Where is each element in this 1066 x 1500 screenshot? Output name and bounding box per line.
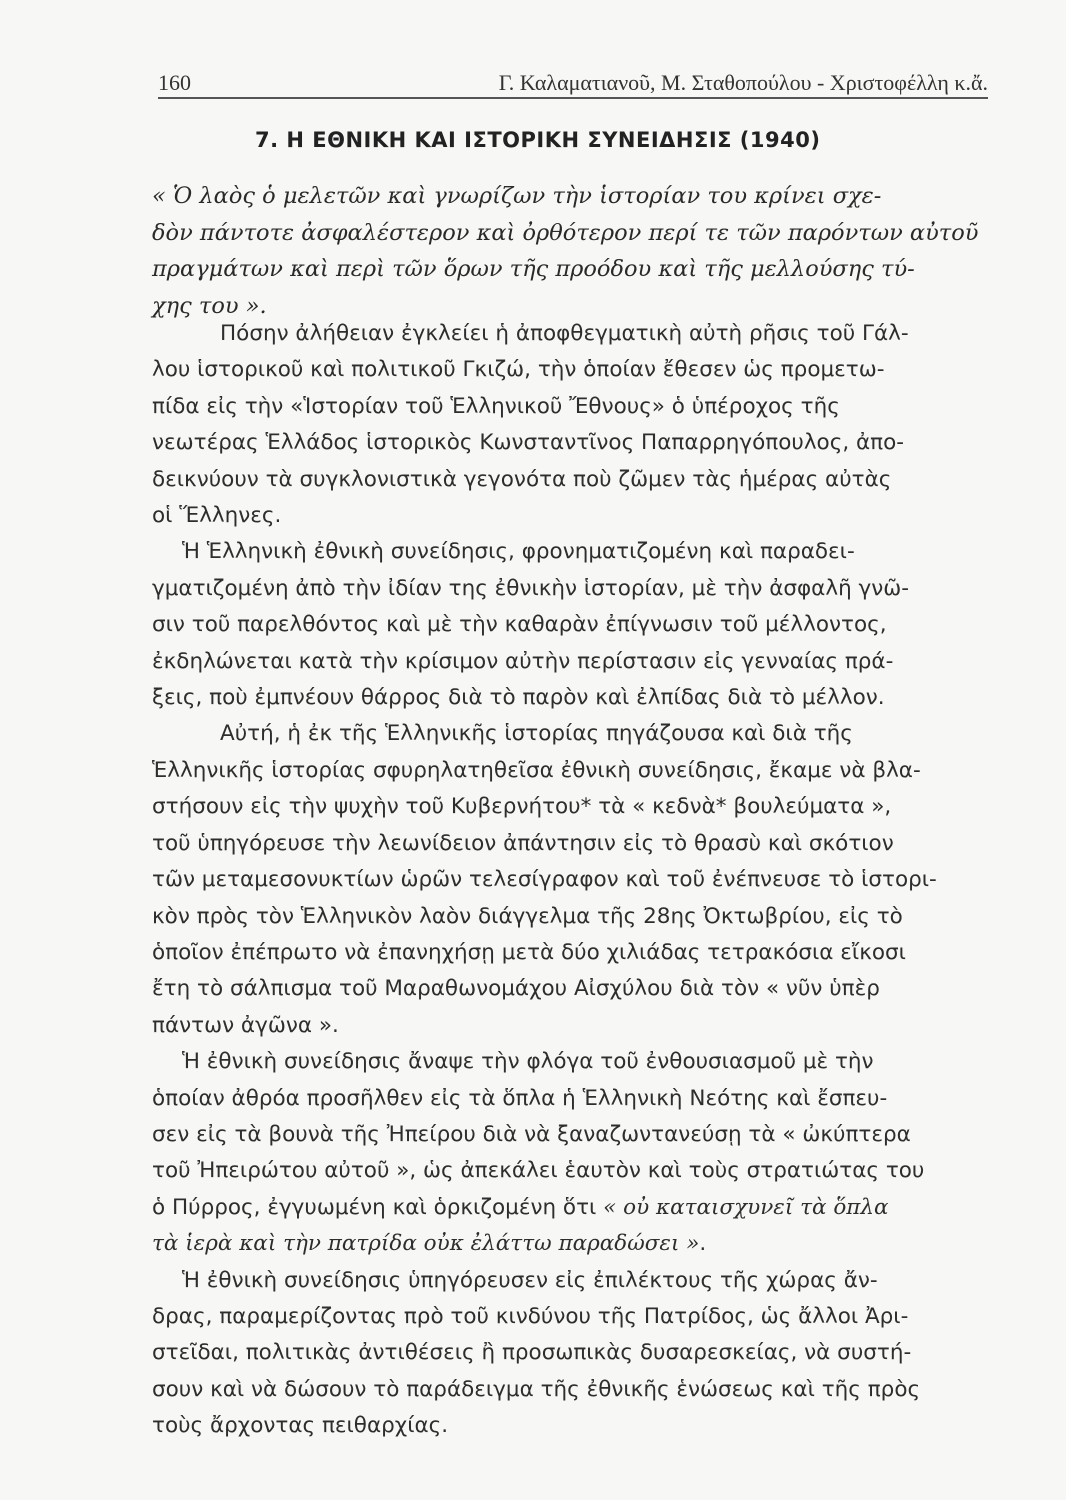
body-text [152, 316, 997, 1445]
paragraph-1: Πόσην ἀλήθειαν ἐγκλείει ἡ ἀποφθεγματικὴ αὐτὴ ρῆσις τοῦ Γάλ- λου ἱστορικοῦ καὶ πολιτικοῦ Γκιζώ, τὴν ὁποίαν ἔθεσεν ὡς προμετω- πίδα εἰς τὴν «Ἱστορίαν τοῦ Ἑλληνικοῦ Ἔθνους» ὁ ὑπέροχος τῆς νεωτέρας Ἑλλάδος ἱστορικὸς Κωνσταντῖνος Παπαρρηγόπουλος, ἀπο- δεικνύουν τὰ συγκλονιστικὰ γεγονότα ποὺ ζῶμεν τὰς ἡμέρας αὐτὰς οἱ Ἕλληνες. [152, 321, 909, 529]
page-number: 160 [158, 70, 191, 95]
paragraph-4-end: . [699, 1231, 707, 1257]
running-title: Γ. Καλαματιανοῦ, Μ. Σταθοπούλου - Χριστοφέλλη κ.ἄ. [498, 70, 988, 95]
epigraph-quote: « Ὁ λαὸς ὁ μελετῶν καὶ γνωρίζων τὴν ἱστορίαν του κρίνει σχε- δὸν πάντοτε ἀσφαλέστερον καὶ ὀρθότερον περί τε τῶν παρόντων αὐτοῦ πραγμάτων καὶ περὶ τῶν ὅρων τῆς προόδου καὶ τῆς μελλούσης τύ- χης του ». [152, 183, 979, 319]
paragraph-2: Ἡ Ἑλληνικὴ ἐθνικὴ συνείδησις, φρονηματιζομένη καὶ παραδει- γματιζομένη ἀπὸ τὴν ἰδίαν της ἐθνικὴν ἱστορίαν, μὲ τὴν ἀσφαλῆ γνῶ- σιν τοῦ παρελθόντος καὶ μὲ τὴν καθαρὰν ἐπίγνωσιν τοῦ μέλλοντος, ἐκδηλώνεται κατὰ τὴν κρίσιμον αὐτὴν περίστασιν εἰς γενναίας πρά- ξεις, ποὺ ἐμπνέουν θάρρος διὰ τὸ παρὸν καὶ ἐλπίδας διὰ τὸ μέλλον. [152, 539, 910, 711]
paragraph-4-oath-quote: « οὐ καταισχυνεῖ τὰ ὅπλα τὰ ἱερὰ καὶ τὴν πατρίδα οὐκ ἐλάττω παραδώσει » [152, 1194, 889, 1257]
paragraph-5: Ἡ ἐθνικὴ συνείδησις ὑπηγόρευσεν εἰς ἐπιλέκτους τῆς χώρας ἄν- δρας, παραμερίζοντας πρὸ τοῦ κινδύνου τῆς Πατρίδος, ὡς ἄλλοι Ἀρι- στεῖδαι, πολιτικὰς ἀντιθέσεις ἢ προσωπικὰς δυσαρεσκείας, νὰ συστή- σουν καὶ νὰ δώσουν τὸ παράδειγμα τῆς ἐθνικῆς ἑνώσεως καὶ τῆς πρὸς τοὺς ἄρχοντας πειθαρχίας. [152, 1267, 921, 1439]
running-header [158, 64, 988, 98]
section-title: 7. Η ΕΘΝΙΚΗ ΚΑΙ ΙΣΤΟΡΙΚΗ ΣΥΝΕΙΔΗΣΙΣ (1940) [255, 128, 821, 152]
paragraph-3: Αὐτή, ἡ ἐκ τῆς Ἑλληνικῆς ἱστορίας πηγάζουσα καὶ διὰ τῆς Ἑλληνικῆς ἱστορίας σφυρηλατηθεῖσα ἐθνικὴ συνείδησις, ἔκαμε νὰ βλα- στήσουν εἰς τὴν ψυχὴν τοῦ Κυβερνήτου* τὰ « κεδνὰ* βουλεύματα », τοῦ ὑπηγόρευσε τὴν λεωνίδειον ἀπάντησιν εἰς τὸ θρασὺ καὶ σκότιον τῶν μεταμεσονυκτίων ὡρῶν τελεσίγραφον καὶ τοῦ ἐνέπνευσε τὸ ἱστορι- κὸν πρὸς τὸν Ἑλληνικὸν λαὸν διάγγελμα τῆς 28ης Ὀκτωβρίου, εἰς τὸ ὁποῖον ἐπέπρωτο νὰ ἐπανηχήσῃ μετὰ δύο χιλιάδας τετρακόσια εἴκοσι ἔτη τὸ σάλπισμα τοῦ Μαραθωνομάχου Αἰσχύλου διὰ τὸν « νῦν ὑπὲρ πάντων ἀγῶνα ». [152, 721, 937, 1038]
paragraph-4-text: Ἡ ἐθνικὴ συνείδησις ἄναψε τὴν φλόγα τοῦ ἐνθουσιασμοῦ μὲ τὴν ὁποίαν ἀθρόα προσῆλθεν εἰς τὰ ὅπλα ἡ Ἑλληνικὴ Νεότης καὶ ἔσπευ- σεν εἰς τὰ βουνὰ τῆς Ἠπείρου διὰ νὰ ξαναζωντανεύσῃ τὰ « ὠκύπτερα τοῦ Ἠπειρώτου αὐτοῦ », ὡς ἀπεκάλει ἑαυτὸν καὶ τοὺς στρατιώτας του ὁ Πύρρος, ἐγγυωμένη καὶ ὁρκιζομένη ὅτι [152, 1049, 925, 1220]
header-rule [158, 97, 988, 99]
paragraph-4 [152, 1044, 997, 1262]
